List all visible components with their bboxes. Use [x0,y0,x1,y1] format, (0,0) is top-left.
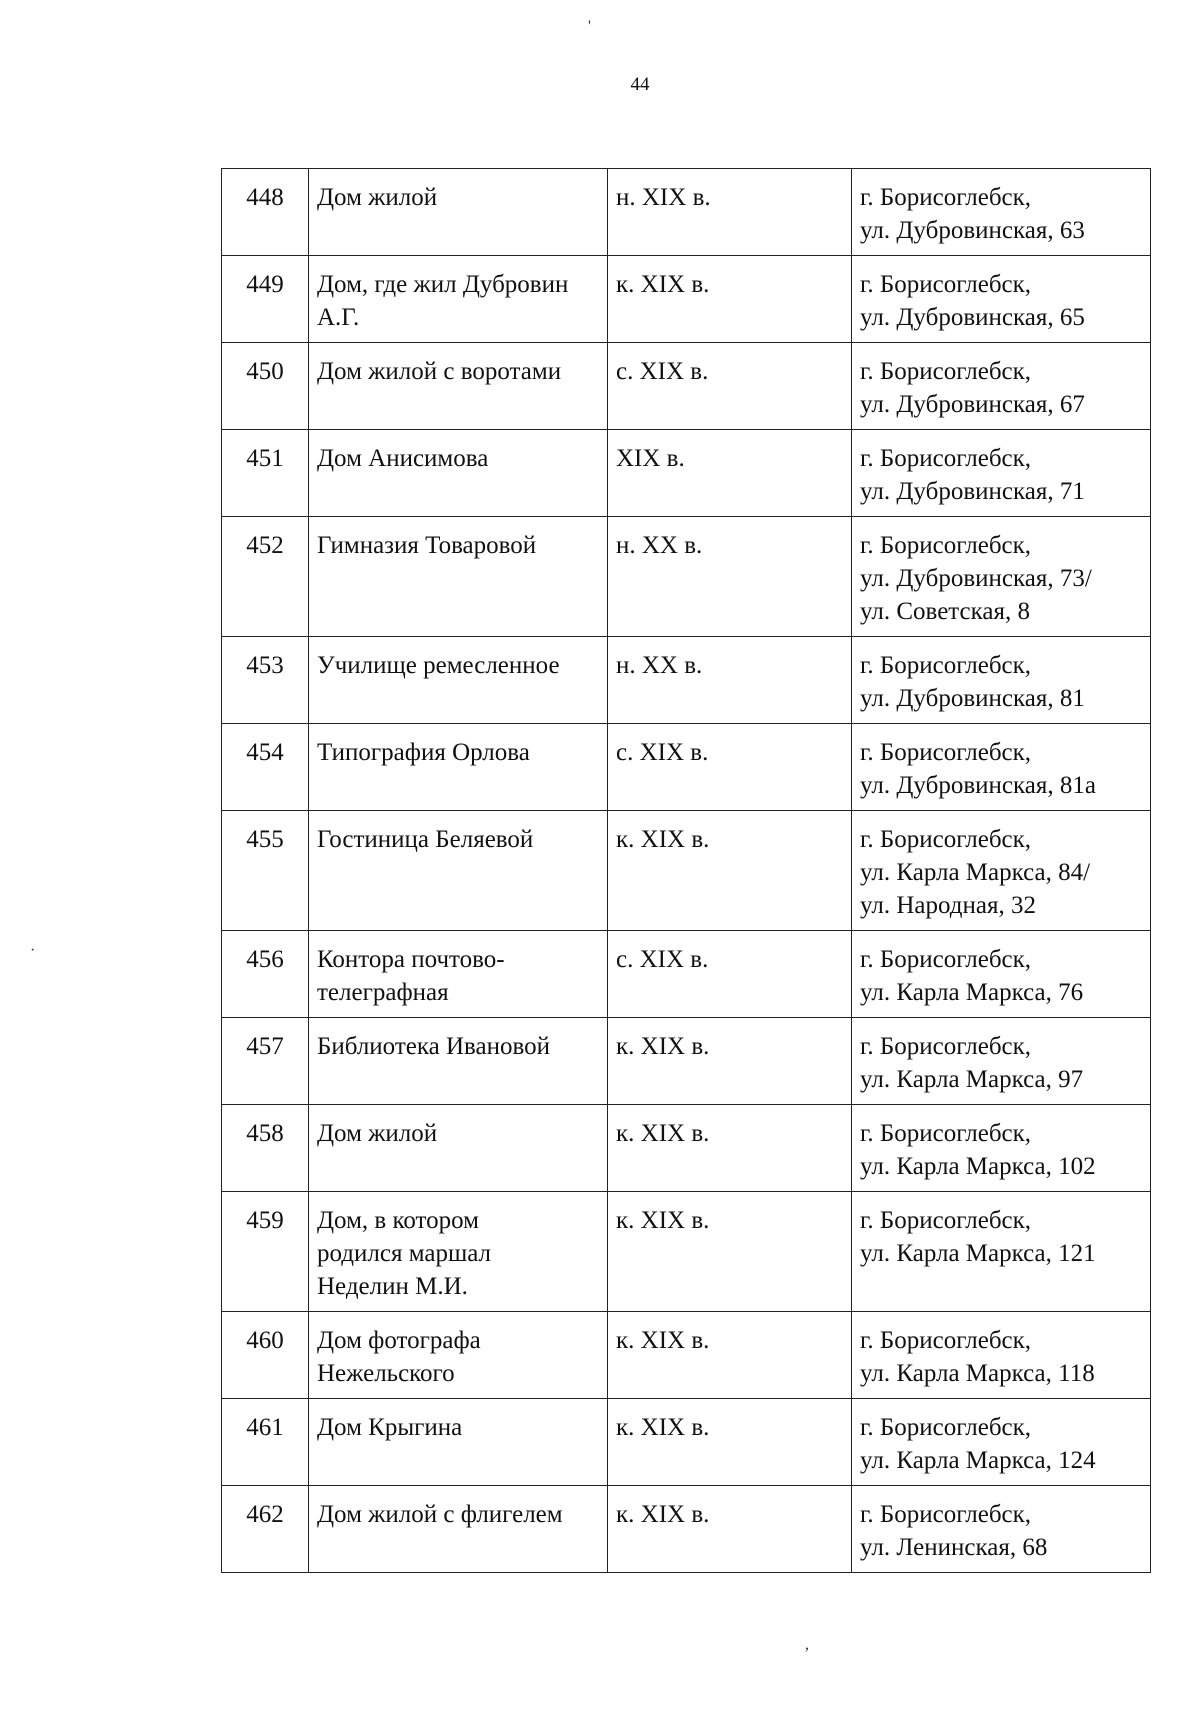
object-name-line: Дом фотографа [317,1327,481,1354]
object-date: с. XIX в. [608,343,852,430]
object-address [852,811,1151,931]
object-address [852,931,1151,1018]
object-date: к. XIX в. [608,1486,852,1573]
object-address-line: г. Борисоглебск, [860,445,1032,472]
object-address-line: г. Борисоглебск, [860,1501,1032,1528]
object-name [309,1486,608,1573]
object-address [852,1399,1151,1486]
object-address-line: г. Борисоглебск, [860,652,1032,679]
row-number: 460 [222,1312,309,1399]
object-date: XIX в. [608,430,852,517]
object-date: к. XIX в. [608,811,852,931]
row-number: 457 [222,1018,309,1105]
object-address-line: г. Борисоглебск, [860,1033,1032,1060]
object-address-line: ул. Ленинская, 68 [860,1534,1048,1561]
object-name-line: Гостиница Беляевой [317,826,534,853]
object-name [309,637,608,724]
object-address-line: г. Борисоглебск, [860,826,1032,853]
object-address-line: г. Борисоглебск, [860,1120,1032,1147]
table-row [222,1018,1151,1105]
object-name [309,1192,608,1312]
object-name-line: А.Г. [317,304,360,331]
object-name-line: Дом жилой с флигелем [317,1501,563,1528]
page-number: 44 [630,74,650,95]
object-address-line: ул. Карла Маркса, 84/ [860,859,1091,886]
object-date: к. XIX в. [608,1105,852,1192]
object-address [852,343,1151,430]
table-row [222,637,1151,724]
object-address [852,1312,1151,1399]
object-name-line: Дом жилой [317,184,438,211]
object-address-line: ул. Дубровинская, 81а [860,772,1096,799]
object-address [852,724,1151,811]
object-address-line: ул. Дубровинская, 67 [860,391,1085,418]
object-name [309,1312,608,1399]
object-name-line: Дом жилой с воротами [317,358,562,385]
row-number: 455 [222,811,309,931]
object-address-line: г. Борисоглебск, [860,184,1032,211]
object-name-line: родился маршал [317,1240,491,1267]
object-address [852,1105,1151,1192]
table-row [222,517,1151,637]
object-name-line: Дом Анисимова [317,445,489,472]
heritage-table [221,168,1151,1573]
object-name-line: Нежельского [317,1360,455,1387]
object-name [309,430,608,517]
table-row [222,1399,1151,1486]
object-address [852,256,1151,343]
object-name-line: Дом жилой [317,1120,438,1147]
object-date: к. XIX в. [608,1018,852,1105]
object-name-line: Типография Орлова [317,739,530,766]
object-address-line: г. Борисоглебск, [860,1207,1032,1234]
object-address [852,1192,1151,1312]
object-address-line: г. Борисоглебск, [860,739,1032,766]
object-date: к. XIX в. [608,1399,852,1486]
object-address-line: г. Борисоглебск, [860,1414,1032,1441]
object-address-line: ул. Карла Маркса, 76 [860,979,1084,1006]
object-date: с. XIX в. [608,931,852,1018]
object-address-line: ул. Народная, 32 [860,892,1037,919]
row-number: 452 [222,517,309,637]
object-address [852,1018,1151,1105]
object-address-line: ул. Дубровинская, 71 [860,478,1085,505]
object-address-line: ул. Дубровинская, 73/ [860,565,1092,592]
object-address [852,517,1151,637]
table-row [222,256,1151,343]
object-date: к. XIX в. [608,256,852,343]
object-name-line: Неделин М.И. [317,1273,468,1300]
object-name-line: Гимназия Товаровой [317,532,537,559]
row-number: 453 [222,637,309,724]
object-name [309,1018,608,1105]
object-address-line: ул. Дубровинская, 63 [860,217,1085,244]
object-name [309,517,608,637]
object-name [309,169,608,256]
table-row [222,931,1151,1018]
object-name [309,1399,608,1486]
row-number: 451 [222,430,309,517]
object-name [309,1105,608,1192]
object-address [852,169,1151,256]
object-date: н. XIX в. [608,169,852,256]
table-row [222,1312,1151,1399]
object-address-line: ул. Карла Маркса, 118 [860,1360,1095,1387]
object-name [309,811,608,931]
object-address-line: г. Борисоглебск, [860,358,1032,385]
object-date: к. XIX в. [608,1312,852,1399]
table-body [222,169,1151,1573]
scan-mark-bottom: , [805,1636,809,1653]
object-address-line: ул. Карла Маркса, 97 [860,1066,1084,1093]
object-date: н. XX в. [608,517,852,637]
object-name-line: Библиотека Ивановой [317,1033,551,1060]
object-address-line: ул. Карла Маркса, 124 [860,1447,1096,1474]
row-number: 458 [222,1105,309,1192]
row-number: 461 [222,1399,309,1486]
object-date: к. XIX в. [608,1192,852,1312]
object-name [309,256,608,343]
object-address-line: г. Борисоглебск, [860,271,1032,298]
object-name-line: Дом, в котором [317,1207,479,1234]
object-name [309,724,608,811]
scan-mark-top: ' [588,18,591,35]
object-name-line: Училище ремесленное [317,652,560,679]
object-address-line: ул. Карла Маркса, 121 [860,1240,1096,1267]
object-date: с. XIX в. [608,724,852,811]
row-number: 459 [222,1192,309,1312]
table-row [222,343,1151,430]
object-name-line: Дом Крыгина [317,1414,463,1441]
object-address-line: ул. Советская, 8 [860,598,1030,625]
object-address-line: ул. Дубровинская, 81 [860,685,1085,712]
row-number: 454 [222,724,309,811]
object-date: н. XX в. [608,637,852,724]
row-number: 449 [222,256,309,343]
object-name-line: Дом, где жил Дубровин [317,271,569,298]
object-name-line: телеграфная [317,979,449,1006]
scan-mark-left: · [30,942,36,959]
object-address-line: г. Борисоглебск, [860,946,1032,973]
row-number: 448 [222,169,309,256]
table-row [222,1486,1151,1573]
table-row [222,1105,1151,1192]
object-address-line: г. Борисоглебск, [860,1327,1032,1354]
row-number: 462 [222,1486,309,1573]
row-number: 456 [222,931,309,1018]
object-address-line: ул. Дубровинская, 65 [860,304,1085,331]
object-address [852,637,1151,724]
table-row [222,724,1151,811]
object-name [309,931,608,1018]
table-row [222,169,1151,256]
object-address-line: ул. Карла Маркса, 102 [860,1153,1096,1180]
table-row [222,1192,1151,1312]
row-number: 450 [222,343,309,430]
object-name [309,343,608,430]
object-address-line: г. Борисоглебск, [860,532,1032,559]
object-address [852,1486,1151,1573]
object-address [852,430,1151,517]
table-row [222,430,1151,517]
table-row [222,811,1151,931]
object-name-line: Контора почтово- [317,946,505,973]
